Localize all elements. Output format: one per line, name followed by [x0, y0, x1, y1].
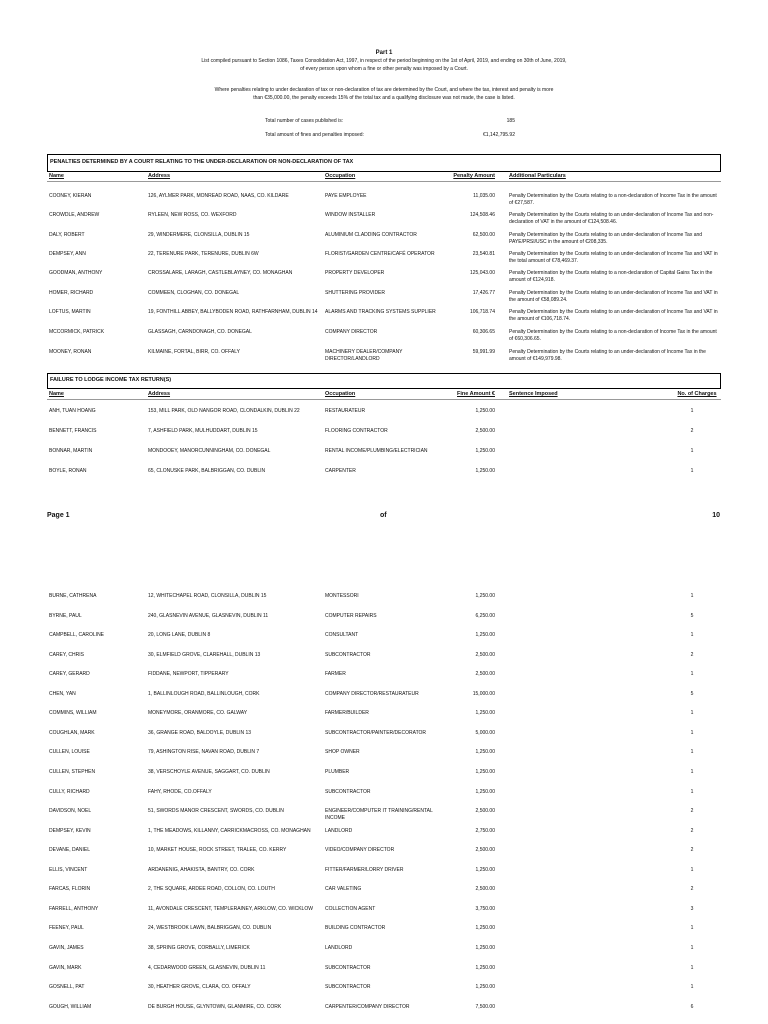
cell-occupation: LANDLORD: [325, 944, 353, 951]
cell-charges: 1: [690, 944, 694, 951]
cell-occupation: PAYE EMPLOYEE: [325, 193, 367, 199]
cell-name: FARCAS, FLORIN: [49, 886, 91, 893]
intro-line-2: of every person upon whom a fine or other penalty was imposed by a Court.: [300, 66, 468, 72]
cell-charges: 1: [690, 984, 694, 990]
cell-occupation: RENTAL INCOME/PLUMBING/ELECTRICIAN: [325, 448, 428, 454]
cell-address: 126, AYLMER PARK, MONREAD ROAD, NAAS, CO. KILDARE: [148, 193, 289, 199]
total-cases-value: 185: [506, 118, 515, 124]
cell-occupation: RESTAURATEUR: [325, 408, 366, 414]
cell-particulars: Penalty Determination by the Courts relating to a non-declaration of Capital Gains Tax in the amount of €124,918.: [509, 270, 713, 283]
cell-name: CHEN, YAN: [49, 690, 76, 697]
col-occupation: Occupation: [325, 173, 356, 179]
cell-charges: 1: [690, 671, 694, 678]
cell-occupation: CARPENTER/COMPANY DIRECTOR: [325, 1003, 410, 1010]
cell-address: 4, CEDARWOOD GREEN, GLASNEVIN, DUBLIN 11: [148, 964, 266, 971]
cell-address: RYLEEN, NEW ROSS, CO. WEXFORD: [148, 212, 237, 218]
cell-fine-amount: 15,000.00: [472, 690, 495, 697]
cell-fine-amount: 2,500.00: [475, 651, 495, 658]
cell-charges: 1: [690, 925, 694, 932]
cell-address: 30, HEATHER GROVE, CLARA, CO. OFFALY: [148, 984, 251, 990]
cell-occupation: FITTER/FARMER/LORRY DRIVER: [325, 866, 404, 873]
cell-occupation: SUBCONTRACTOR: [325, 964, 371, 971]
cell-address: 24, WESTBROOK LAWN, BALBRIGGAN, CO. DUBLIN: [148, 925, 272, 932]
cell-name: GOUGH, WILLIAM: [49, 1003, 92, 1010]
cell-name: MOONEY, RONAN: [49, 349, 92, 355]
col-penalty-amount: Penalty Amount: [453, 173, 495, 179]
cell-address: FAHY, RHODE, CO.OFFALY: [148, 788, 212, 795]
cell-penalty-amount: 106,718.74: [469, 309, 495, 315]
where-line-1: Where penalties relating to under declaration of tax or non-declaration of tax are determined by the Court, and where the tax, interest and penalty is more: [214, 87, 554, 93]
cell-penalty-amount: 23,540.81: [472, 251, 495, 257]
cell-fine-amount: 1,250.00: [475, 925, 495, 932]
cell-occupation: SUBCONTRACTOR: [325, 984, 371, 990]
cell-name: DEMPSEY, ANN: [49, 251, 86, 257]
cell-penalty-amount: 60,306.65: [472, 329, 495, 335]
cell-address: 10, MARKET HOUSE, ROCK STREET, TRALEE, CO. KERRY: [148, 847, 287, 854]
col-address: Address: [148, 173, 171, 179]
page-number: Page 1: [47, 512, 70, 519]
cell-address: 240, GLASNEVIN AVENUE, GLASNEVIN, DUBLIN 11: [148, 612, 269, 619]
cell-name: BYRNE, PAUL: [49, 612, 82, 619]
cell-fine-amount: 1,250.00: [475, 984, 495, 990]
cell-address: GLASSAGH, CARNDONAGH, CO. DONEGAL: [148, 329, 252, 335]
cell-address: 79, ASHINGTON RISE, NAVAN ROAD, DUBLIN 7: [148, 749, 260, 756]
cell-charges: 1: [690, 788, 694, 795]
cell-name: ANH, TUAN HOANG: [49, 408, 96, 414]
cell-occupation: PROPERTY DEVELOPER: [325, 270, 385, 276]
cell-charges: 6: [690, 1003, 694, 1010]
cell-charges: 1: [690, 632, 694, 639]
cell-particulars: Penalty Determination by the Courts relating to an under-declaration of Income Tax and VAT in the amount of €58,089.24.: [509, 290, 718, 303]
cell-name: ELLIS, VINCENT: [49, 866, 88, 873]
cell-name: COUGHLAN, MARK: [49, 729, 95, 736]
cell-address: 1, THE MEADOWS, KILLANNY, CARRICKMACROSS, CO. MONAGHAN: [148, 827, 311, 834]
cell-fine-amount: 6,250.00: [475, 612, 495, 619]
cell-particulars: Penalty Determination by the Courts relating to an under-declaration of Income Tax and non-declaration of VAT in the amount of €124,508.46.: [509, 212, 714, 225]
cell-charges: 1: [690, 593, 694, 599]
cell-address: 51, SWORDS MANOR CRESCENT, SWORDS, CO. DUBLIN: [148, 808, 284, 814]
where-line-2: than €35,000.00, the penalty exceeds 15% of the total tax and a qualifying disclosure was not made, the case is listed.: [253, 95, 515, 101]
cell-charges: 2: [690, 847, 694, 854]
cell-address: 38, VERSCHOYLE AVENUE, SAGGART, CO. DUBLIN: [148, 769, 270, 775]
cell-address: 29, WINDERMERE, CLONSILLA, DUBLIN 15: [148, 232, 250, 238]
cell-occupation: ENGINEER/COMPUTER IT TRAINING/RENTAL INCOME: [325, 808, 433, 821]
cell-occupation: FLORIST/GARDEN CENTRE/CAFÉ OPERATOR: [325, 251, 435, 257]
cell-particulars: Penalty Determination by the Courts relating to a non-declaration of Income Tax in the amount of €27,587.: [509, 193, 717, 206]
cell-fine-amount: 2,500.00: [475, 847, 495, 854]
cell-fine-amount: 2,500.00: [475, 808, 495, 814]
cell-name: DEMPSEY, KEVIN: [49, 827, 91, 834]
cell-penalty-amount: 59,991.99: [472, 349, 495, 355]
cell-charges: 5: [690, 690, 694, 697]
col-name: Name: [49, 391, 64, 397]
cell-penalty-amount: 17,426.77: [472, 290, 495, 296]
col-name: Name: [49, 173, 64, 179]
cell-charges: 2: [690, 428, 694, 434]
cell-address: 153, MILL PARK, OLD NANGOR ROAD, CLONDALKIN, DUBLIN 22: [148, 408, 300, 414]
cell-name: DAVIDSON, NOEL: [49, 808, 92, 814]
cell-address: 30, ELMFIELD GROVE, CLAREHALL, DUBLIN 13: [148, 651, 261, 658]
cell-fine-amount: 1,250.00: [475, 593, 495, 599]
cell-charges: 1: [690, 964, 694, 971]
cell-name: DALY, ROBERT: [49, 232, 85, 238]
cell-name: COMMINS, WILLIAM: [49, 710, 97, 717]
cell-penalty-amount: 124,508.46: [469, 212, 495, 218]
cell-fine-amount: 1,250.00: [475, 710, 495, 717]
cell-fine-amount: 2,500.00: [475, 671, 495, 678]
cell-fine-amount: 1,250.00: [475, 944, 495, 951]
cell-occupation: ALARMS AND TRACKING SYSTEMS SUPPLIER: [325, 309, 436, 315]
cell-occupation: LANDLORD: [325, 827, 353, 834]
cell-charges: 1: [690, 769, 694, 775]
col-fine-amount: Fine Amount €: [457, 391, 495, 397]
cell-fine-amount: 1,250.00: [475, 749, 495, 756]
cell-name: CAMPBELL, CAROLINE: [49, 632, 105, 639]
cell-fine-amount: 1,250.00: [475, 632, 495, 639]
cell-charges: 1: [690, 729, 694, 736]
cell-name: FARRELL, ANTHONY: [49, 905, 99, 912]
col-sentence-imposed: Sentence Imposed: [509, 391, 558, 397]
total-fines-value: €1,142,795.92: [483, 132, 515, 138]
cell-name: BURNE, CATHRENA: [49, 593, 97, 599]
cell-address: 1, BALLINLOUGH ROAD, BALLINLOUGH, CORK: [148, 690, 260, 697]
cell-name: FEENEY, PAUL: [49, 925, 84, 932]
cell-occupation: SHUTTERING PROVIDER: [325, 290, 386, 296]
cell-address: 20, LONG LANE, DUBLIN 8: [148, 632, 211, 639]
cell-particulars: Penalty Determination by the Courts relating to an under-declaration of Income Tax and PAYE/PRSI/USC in the amount of €208,335.: [509, 232, 703, 245]
cell-name: CULLY, RICHARD: [49, 788, 90, 795]
cell-name: GOSNELL, PAT: [49, 984, 85, 990]
cell-occupation: CAR VALETING: [325, 886, 362, 893]
cell-name: CAREY, CHRIS: [49, 651, 84, 658]
cell-name: BOYLE, RONAN: [49, 468, 87, 474]
cell-fine-amount: 2,500.00: [475, 886, 495, 893]
cell-fine-amount: 1,250.00: [475, 408, 495, 414]
cell-penalty-amount: 125,043.00: [469, 270, 495, 276]
cell-name: BONNAR, MARTIN: [49, 448, 93, 454]
cell-fine-amount: 2,500.00: [475, 428, 495, 434]
cell-charges: 2: [690, 651, 694, 658]
cell-occupation: COMPANY DIRECTOR/RESTAURATEUR: [325, 690, 419, 697]
cell-name: CULLEN, STEPHEN: [49, 769, 96, 775]
section1-header-rule: [47, 181, 721, 182]
cell-address: 65, CLONUSKE PARK, BALBRIGGAN, CO. DUBLIN: [148, 468, 266, 474]
cell-occupation: COMPANY DIRECTOR: [325, 329, 378, 335]
col-occupation: Occupation: [325, 391, 356, 397]
cell-fine-amount: 2,750.00: [475, 827, 495, 834]
cell-name: GAVIN, JAMES: [49, 944, 84, 951]
cell-occupation: PLUMBER: [325, 769, 350, 775]
cell-address: CROSSALARE, LARAGH, CASTLEBLAYNEY, CO. MONAGHAN: [148, 270, 293, 276]
cell-occupation: FARMER/BUILDER: [325, 710, 369, 717]
cell-particulars: Penalty Determination by the Courts relating to a non-declaration of Income Tax in the amount of €60,306.65.: [509, 329, 717, 342]
cell-charges: 1: [690, 468, 694, 474]
cell-address: 38, SPRING GROVE, CORBALLY, LIMERICK: [148, 944, 250, 951]
cell-address: COMMEEN, CLOGHAN, CO. DONEGAL: [148, 290, 240, 296]
cell-occupation: SHOP OWNER: [325, 749, 360, 756]
cell-name: CROWDLE, ANDREW: [49, 212, 100, 218]
cell-occupation: SUBCONTRACTOR: [325, 788, 371, 795]
cell-charges: 5: [690, 612, 694, 619]
cell-occupation: BUILDING CONTRACTOR: [325, 925, 386, 932]
cell-particulars: Penalty Determination by the Courts relating to an under-declaration of Income Tax in the amount of €149,979.98.: [509, 349, 706, 362]
cell-fine-amount: 1,250.00: [475, 788, 495, 795]
cell-occupation: WINDOW INSTALLER: [325, 212, 376, 218]
section-failure-header: [47, 373, 721, 389]
cell-address: MONEYMORE, ORANMORE, CO. GALWAY: [148, 710, 248, 717]
total-cases-label: Total number of cases published is:: [265, 118, 344, 124]
cell-penalty-amount: 11,035.00: [473, 193, 495, 199]
cell-address: 19, FONTHILL ABBEY, BALLYBODEN ROAD, RATHFARNHAM, DUBLIN 14: [148, 309, 318, 315]
cell-name: CULLEN, LOUISE: [49, 749, 90, 756]
section-failure-title: FAILURE TO LODGE INCOME TAX RETURN(S): [50, 377, 172, 383]
cell-address: 7, ASHFIELD PARK, MULHUDDART, DUBLIN 15: [148, 428, 258, 434]
cell-occupation: SUBCONTRACTOR: [325, 651, 371, 658]
cell-name: GOODMAN, ANTHONY: [49, 270, 103, 276]
cell-fine-amount: 3,750.00: [475, 905, 495, 912]
col-no-of-charges: No. of Charges: [677, 391, 717, 397]
cell-fine-amount: 1,250.00: [475, 448, 495, 454]
cell-name: CAREY, GERARD: [49, 671, 90, 678]
cell-fine-amount: 1,250.00: [475, 769, 495, 775]
cell-address: 12, WHITECHAPEL ROAD, CLONSILLA, DUBLIN 15: [148, 593, 267, 599]
cell-fine-amount: 1,250.00: [475, 964, 495, 971]
cell-name: MCCORMICK, PATRICK: [49, 329, 105, 335]
cell-occupation: ALUMINIUM CLADDING CONTRACTOR: [325, 232, 417, 238]
total-fines-label: Total amount of fines and penalties imposed:: [265, 132, 364, 138]
cell-occupation: MACHINERY DEALER/COMPANY DIRECTOR/LANDLORD: [325, 349, 403, 362]
cell-charges: 1: [690, 866, 694, 873]
cell-address: ARDANENIG, AHAKISTA, BANTRY, CO. CORK: [148, 866, 255, 873]
cell-occupation: VIDEO/COMPANY DIRECTOR: [325, 847, 395, 854]
cell-address: 22, TERENURE PARK, TERENURE, DUBLIN 6W: [148, 251, 259, 257]
cell-charges: 2: [690, 808, 694, 814]
page-total: 10: [712, 512, 720, 519]
cell-charges: 1: [690, 749, 694, 756]
cell-name: HOMER, RICHARD: [49, 290, 94, 296]
cell-name: BENNETT, FRANCIS: [49, 428, 97, 434]
col-address: Address: [148, 391, 171, 397]
cell-charges: 2: [690, 827, 694, 834]
cell-fine-amount: 1,250.00: [475, 866, 495, 873]
cell-occupation: COLLECTION AGENT: [325, 905, 376, 912]
cell-address: MONDOOEY, MANORCUNNINGHAM, CO. DONEGAL: [148, 448, 271, 454]
intro-line-1: List compiled pursuant to Section 1086, Taxes Consolidation Act, 1997, in respect of the period beginning on the 1st of April, 2019, and ending on 30th of June, 2019,: [201, 58, 567, 64]
cell-charges: 1: [690, 710, 694, 717]
cell-name: DEVANE, DANIEL: [49, 847, 91, 854]
part-title: Part 1: [375, 50, 393, 56]
section-penalties-title: PENALTIES DETERMINED BY A COURT RELATING TO THE UNDER-DECLARATION OR NON-DECLARATION OF TAX: [50, 159, 354, 165]
cell-charges: 3: [690, 905, 694, 912]
cell-fine-amount: 7,500.00: [475, 1003, 495, 1010]
cell-occupation: FARMER: [325, 671, 346, 678]
cell-occupation: COMPUTER REPAIRS: [325, 612, 377, 619]
cell-occupation: FLOORING CONTRACTOR: [325, 428, 388, 434]
section2-header-rule: [47, 399, 721, 400]
cell-penalty-amount: 62,500.00: [472, 232, 495, 238]
cell-charges: 1: [690, 408, 694, 414]
section-penalties-header: [47, 154, 721, 172]
cell-address: DE BURGH HOUSE, GLYNTOWN, GLANMIRE, CO. CORK: [148, 1003, 282, 1010]
cell-charges: 2: [690, 886, 694, 893]
cell-name: LOFTUS, MARTIN: [49, 309, 91, 315]
cell-address: FIDDANE, NEWPORT, TIPPERARY: [148, 671, 229, 678]
cell-fine-amount: 1,250.00: [475, 468, 495, 474]
cell-charges: 1: [690, 448, 694, 454]
cell-address: 36, GRANGE ROAD, BALDOYLE, DUBLIN 13: [148, 729, 252, 736]
cell-address: KILMAINE, FORTAL, BIRR, CO. OFFALY: [148, 349, 240, 355]
cell-particulars: Penalty Determination by the Courts relating to an under-declaration of Income Tax and VAT in the amount of €106,718.74.: [509, 309, 718, 322]
page-of: of: [380, 512, 387, 519]
cell-occupation: CARPENTER: [325, 468, 356, 474]
cell-fine-amount: 5,000.00: [475, 729, 495, 736]
cell-address: 2, THE SQUARE, ARDEE ROAD, COLLON, CO. LOUTH: [148, 886, 275, 893]
cell-occupation: MONTESSORI: [325, 593, 359, 599]
cell-name: GAVIN, MARK: [49, 964, 82, 971]
col-additional-particulars: Additional Particulars: [509, 173, 566, 179]
cell-occupation: SUBCONTRACTOR/PAINTER/DECORATOR: [325, 729, 427, 736]
cell-address: 11, AVONDALE CRESCENT, TEMPLERAINEY, ARKLOW, CO. WICKLOW: [148, 905, 313, 912]
cell-occupation: CONSULTANT: [325, 632, 359, 639]
cell-name: COONEY, KIERAN: [49, 193, 92, 199]
cell-particulars: Penalty Determination by the Courts relating to an under-declaration of Income Tax and VAT in the total amount of €78,469.37.: [509, 251, 718, 264]
